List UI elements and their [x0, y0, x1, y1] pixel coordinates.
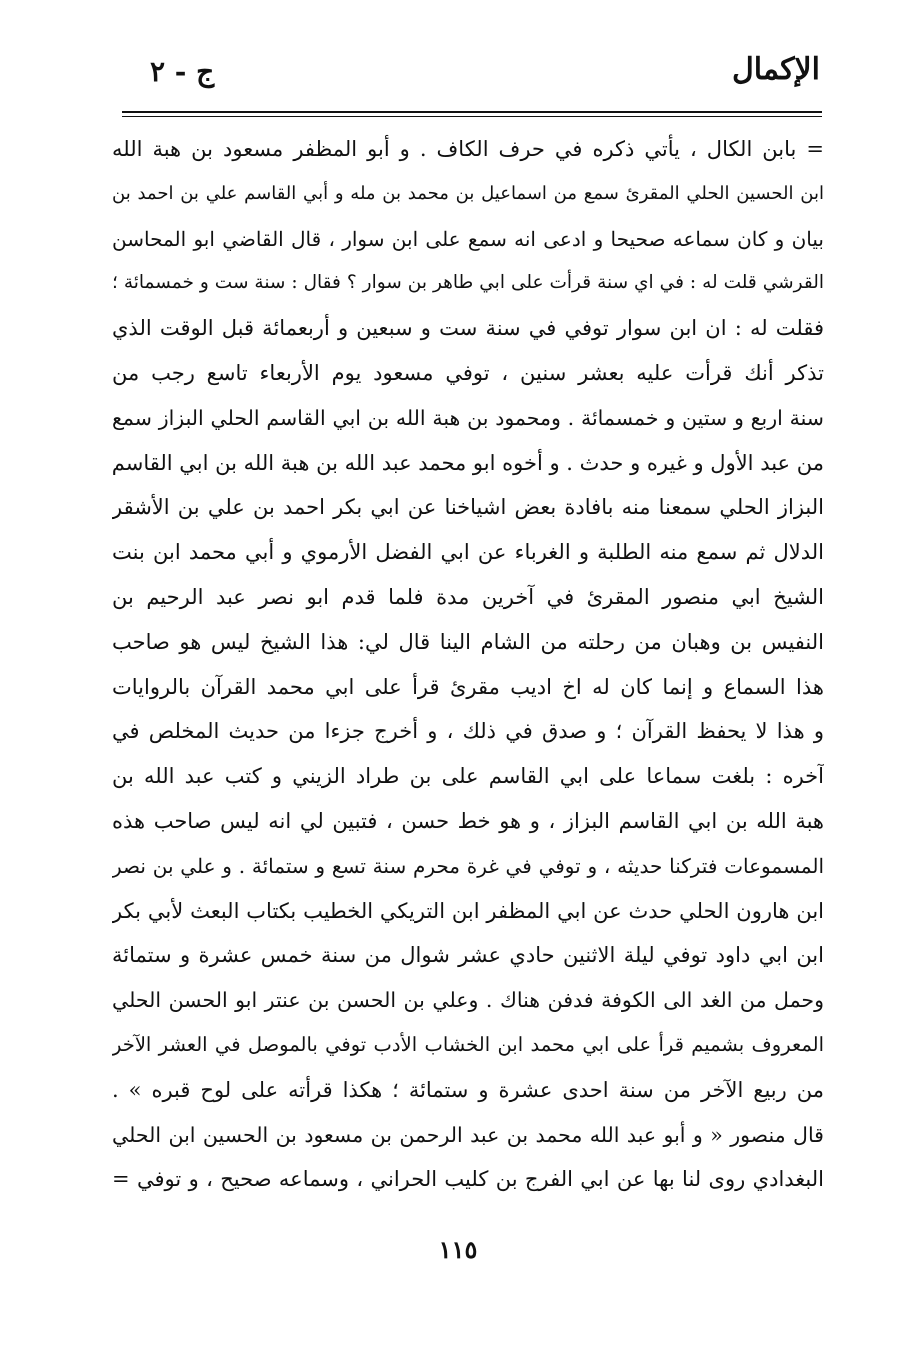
text-line: و هذا لا يحفظ القرآن ؛ و صدق في ذلك ، و أخرج جزءا من حديث المخلص في — [112, 719, 824, 744]
text-line: ابن ابي داود توفي ليلة الاثنين حادي عشر شوال من سنة خمس عشرة و ستمائة — [112, 943, 824, 968]
text-line: هبة الله بن ابي القاسم البزاز ، و هو خط حسن ، فتبين لي انه ليس صاحب هذه — [112, 808, 824, 833]
header-rule — [122, 111, 822, 113]
text-line: تذكر أنك قرأت عليه بعشر سنين ، توفي مسعود يوم الأربعاء تاسع رجب من — [112, 360, 824, 385]
text-line: قال منصور « و أبو عبد الله محمد بن عبد الرحمن بن مسعود بن الحسين ابن الحلي — [112, 1122, 824, 1147]
text-line: البزاز الحلي سمعنا منه بافادة بعض اشياخنا عن ابي بكر احمد بن علي بن الأشقر — [112, 495, 824, 520]
text-line: القرشي قلت له : في اي سنة قرأت على ابي طاهر بن سوار ؟ فقال : سنة ست و خمسمائة ؛ — [112, 272, 824, 294]
text-line: = بابن الكال ، يأتي ذكره في حرف الكاف . و أبو المظفر مسعود بن هبة الله — [112, 137, 824, 161]
body-text — [112, 127, 824, 1202]
text-line: سنة اربع و ستين و خمسمائة . ومحمود بن هبة الله بن ابي القاسم الحلي البزاز سمع — [112, 405, 824, 430]
text-line: ابن هارون الحلي حدث عن ابي المظفر ابن التريكي الخطيب بكتاب البعث لأبي بكر — [112, 898, 824, 923]
page-number: ١١٥ — [438, 1235, 478, 1264]
book-title: الإكمال — [731, 52, 820, 87]
volume-number: ج - ٢ — [150, 55, 215, 88]
text-line: من ربيع الآخر من سنة احدى عشرة و ستمائة ؛ هكذا قرأته على لوح قبره » . — [112, 1077, 824, 1102]
text-line: من عبد الأول و غيره و حدث . و أخوه ابو محمد عبد الله بن هبة الله بن ابي القاسم — [112, 450, 824, 475]
text-line: النفيس بن وهبان من رحلته من الشام الينا قال لي: هذا الشيخ ليس هو صاحب — [112, 629, 824, 654]
text-line: بيان و كان سماعه صحيحا و ادعى انه سمع على ابن سوار ، قال القاضي ابو المحاسن — [112, 226, 824, 251]
text-line: المسموعات فتركنا حديثه ، و توفي في غرة محرم سنة تسع و ستمائة . و علي بن نصر — [112, 853, 824, 878]
text-line: البغدادي روى لنا بها عن ابي الفرج بن كليب الحراني ، وسماعه صحيح ، و توفي = — [112, 1167, 824, 1192]
running-head — [120, 50, 820, 100]
text-line: هذا السماع و إنما كان له اخ اديب مقرئ قرأ على ابي محمد القرآن بالروايات — [112, 674, 824, 699]
text-line: آخره : بلغت سماعا على ابي القاسم على بن طراد الزيني و كتب عبد الله بن — [112, 764, 824, 789]
text-line: الدلال ثم سمع منه الطلبة و الغرباء عن ابي الفضل الأرموي و أبي محمد ابن بنت — [112, 540, 824, 565]
text-line: ابن الحسين الحلي المقرئ سمع من اسماعيل بن محمد بن مله و أبي القاسم علي بن احمد بن — [112, 182, 824, 204]
header-rule-thin — [122, 116, 822, 117]
text-line: المعروف بشميم قرأ على ابي محمد ابن الخشاب الأدب توفي بالموصل في العشر الآخر — [112, 1032, 824, 1056]
text-line: وحمل من الغد الى الكوفة فدفن هناك . وعلي بن الحسن بن عنتر ابو الحسن الحلي — [112, 988, 824, 1013]
text-line: الشيخ ابي منصور المقرئ في آخرين مدة فلما قدم ابو نصر عبد الرحيم بن — [112, 584, 824, 609]
text-line: فقلت له : ان ابن سوار توفي في سنة ست و سبعين و أربعمائة قبل الوقت الذي — [112, 316, 824, 341]
